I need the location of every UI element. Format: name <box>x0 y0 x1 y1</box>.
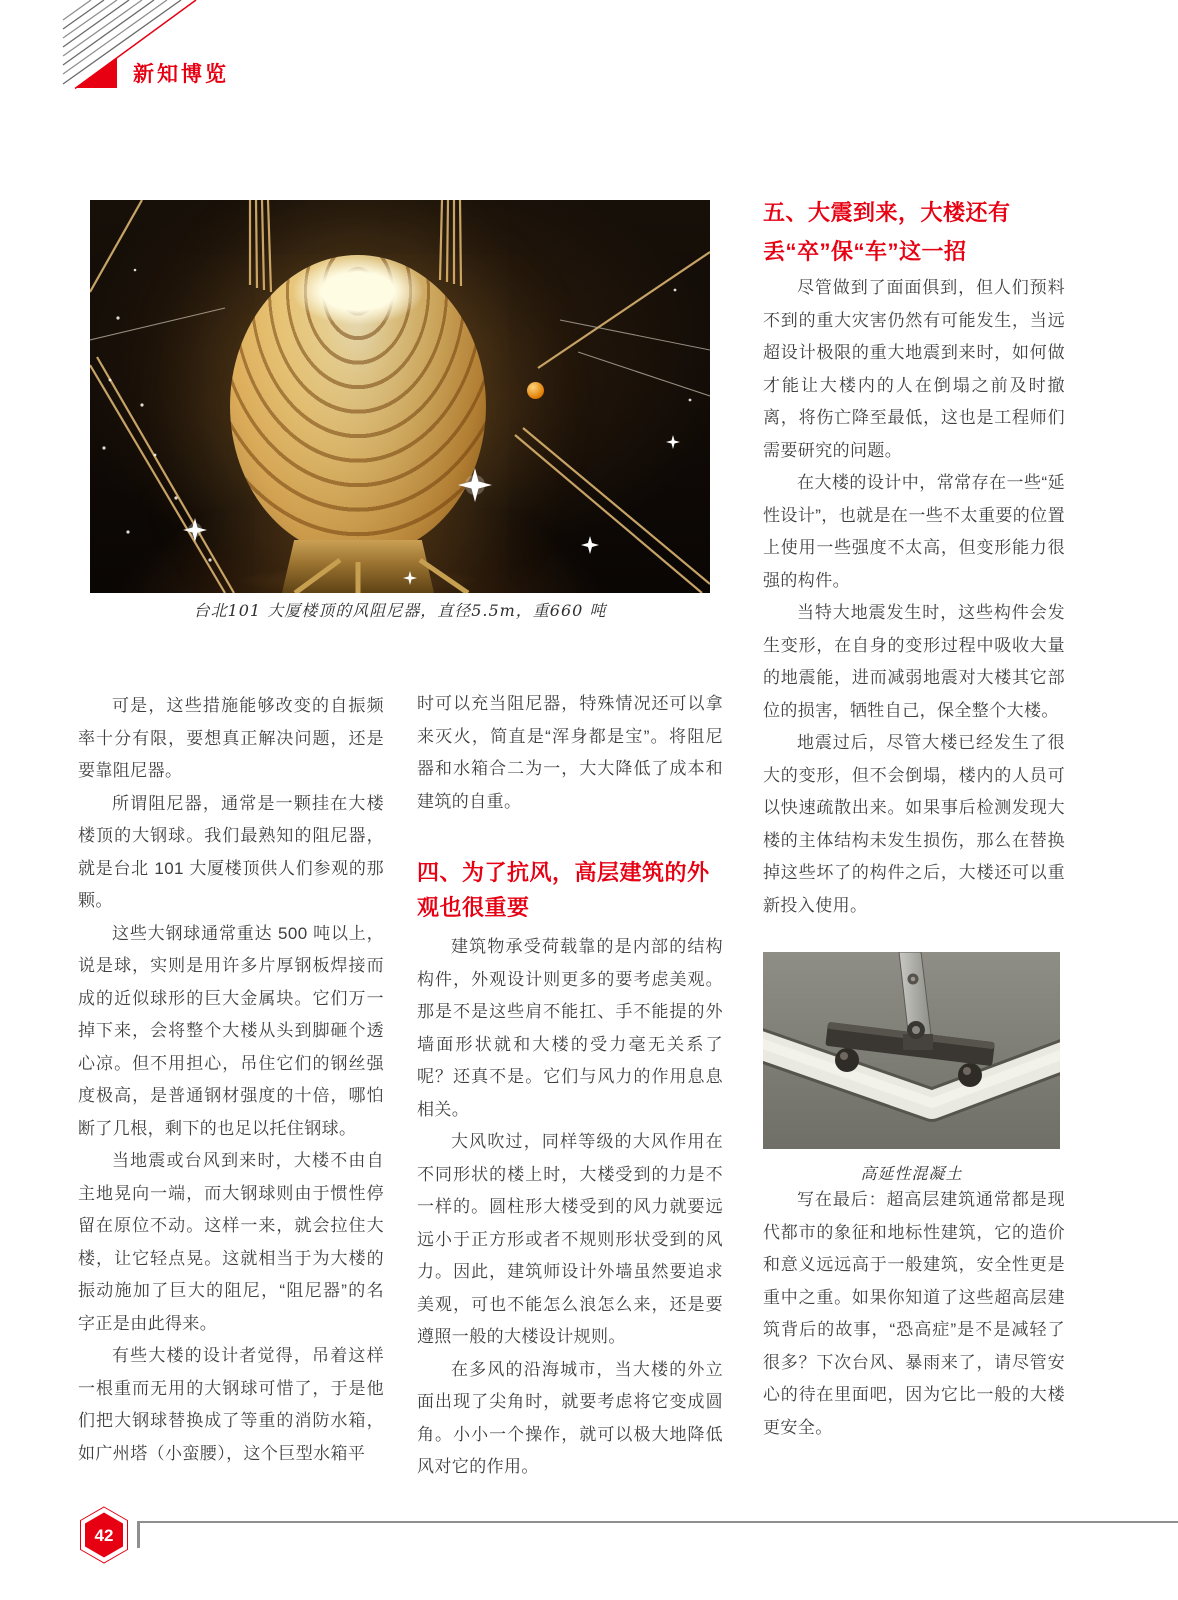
body-paragraph: 在大楼的设计中，常常存在一些“延性设计”，也就是在一些不太重要的位置上使用一些强度不太高，但变形能力很强的构件。 <box>763 473 1065 590</box>
body-paragraph: 当特大地震发生时，这些构件会发生变形，在自身的变形过程中吸收大量的地震能，进而减弱地震对大楼其它部位的损害，牺牲自己，保全整个大楼。 <box>763 603 1065 720</box>
damper-photo-caption: 台北101 大厦楼顶的风阻尼器，直径5.5m，重660 吨 <box>193 601 607 620</box>
body-paragraph: 建筑物承受荷载靠的是内部的结构构件，外观设计则更多的要考虑美观。那是不是这些肩不能扛、手不能提的外墙面形状就和大楼的受力毫无关系了呢？还真不是。它们与风力的作用息息相关。 <box>417 937 723 1119</box>
column-right <box>763 193 1065 1444</box>
column-left <box>78 690 384 1470</box>
column-middle <box>417 688 723 1484</box>
page-number-badge <box>77 1504 131 1566</box>
damper-photo <box>90 200 710 593</box>
body-paragraph: 所谓阻尼器，通常是一颗挂在大楼楼顶的大钢球。我们最熟知的阻尼器，就是台北 101 大厦楼顶供人们参观的那颗。 <box>78 793 384 910</box>
section-label: 新知博览 <box>133 63 229 86</box>
body-paragraph: 这些大钢球通常重达 500 吨以上，说是球，实则是用许多片厚钢板焊接而成的近似球形的巨大金属块。它们万一掉下来，会将整个大楼从头到脚砸个透心凉。但不用担心，吊住它们的钢丝强度极高，是普通钢材强度的十倍，哪怕断了几根，剩下的也足以托住钢球。 <box>78 923 384 1138</box>
body-paragraph: 当地震或台风到来时，大楼不由自主地晃向一端，而大钢球则由于惯性停留在原位不动。这样一来，就会拉住大楼，让它轻点晃。这就相当于为大楼的振动施加了巨大的阻尼，“阻尼器”的名字正是由此得来。 <box>78 1151 384 1333</box>
section-heading-4: 四、为了抗风，高层建筑的外观也很重要 <box>417 860 710 920</box>
continuation-paragraph: 时可以充当阻尼器，特殊情况还可以拿来灭火，简直是“浑身都是宝”。将阻尼器和水箱合二为一，大大降低了成本和建筑的自重。 <box>417 694 723 811</box>
concrete-photo <box>763 952 1060 1149</box>
section-heading-5: 五、大震到来，大楼还有丢“卒”保“车”这一招 <box>763 200 1011 264</box>
concrete-photo-caption: 高延性混凝土 <box>860 1164 963 1183</box>
body-paragraph: 可是，这些措施能够改变的自振频率十分有限，要想真正解决问题，还是要靠阻尼器。 <box>78 696 384 780</box>
body-paragraph: 在多风的沿海城市，当大楼的外立面出现了尖角时，就要考虑将它变成圆角。小小一个操作，就可以极大地降低风对它的作用。 <box>417 1359 723 1476</box>
body-paragraph: 尽管做到了面面俱到，但人们预料不到的重大灾害仍然有可能发生，当远超设计极限的重大地震到来时，如何做才能让大楼内的人在倒塌之前及时撤离，将伤亡降至最低，这也是工程师们需要研究的问题。 <box>763 278 1065 460</box>
closing-paragraph: 写在最后：超高层建筑通常都是现代都市的象征和地标性建筑，它的造价和意义远远高于一般建筑，安全性更是重中之重。如果你知道了这些超高层建筑背后的故事，“恐高症”是不是减轻了很多？下次台风、暴雨来了，请尽管安心的待在里面吧，因为它比一般的大楼更安全。 <box>763 1190 1065 1437</box>
footer-rule <box>137 1521 1178 1523</box>
sparkle-highlights <box>90 200 710 593</box>
body-paragraph: 大风吹过，同样等级的大风作用在不同形状的楼上时，大楼受到的力是不一样的。圆柱形大楼受到的风力就要远远小于正方形或者不规则形状受到的风力。因此，建筑师设计外墙虽然要追求美观，可也不能怎么浪怎么来，还是要遵照一般的大楼设计规则。 <box>417 1132 723 1346</box>
body-paragraph: 地震过后，尽管大楼已经发生了很大的变形，但不会倒塌，楼内的人员可以快速疏散出来。如果事后检测发现大楼的主体结构未发生损伤，那么在替换掉这些坏了的构件之后，大楼还可以重新投入使用。 <box>763 733 1065 915</box>
footer-rule-tick <box>137 1521 140 1548</box>
body-paragraph: 有些大楼的设计者觉得，吊着这样一根重而无用的大钢球可惜了，于是他们把大钢球替换成了等重的消防水箱，如广州塔（小蛮腰），这个巨型水箱平 <box>78 1346 384 1463</box>
page-number: 42 <box>94 1526 114 1545</box>
